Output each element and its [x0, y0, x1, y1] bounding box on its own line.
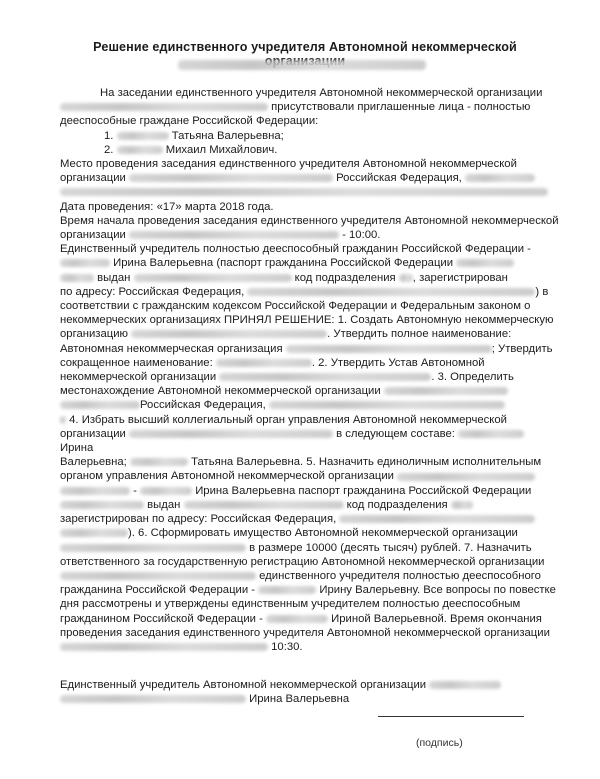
paragraph	[60, 370, 560, 384]
paragraph	[60, 583, 560, 597]
redacted-text	[60, 188, 548, 196]
redacted-text	[60, 643, 268, 651]
paragraph	[60, 541, 560, 555]
redacted-text	[399, 274, 413, 282]
signer-name: Ирина Валерьевна	[249, 693, 350, 706]
text-line: Ирина Валерьевна (паспорт гражданина Российской Федерации	[113, 257, 454, 270]
redacted-text	[184, 501, 344, 509]
text-line: выдан	[97, 271, 131, 284]
text-line: . 2. Утвердить Устав Автономной	[311, 356, 485, 369]
text-line: местонахождение Автономной некоммерческой организации	[60, 385, 381, 398]
paragraph	[60, 157, 560, 171]
paragraph	[60, 299, 560, 313]
redacted-text	[219, 373, 431, 381]
paragraph	[60, 512, 560, 526]
text-line: некоммерческих организациях ПРИНЯЛ РЕШЕНИЕ: 1. Создать Автономную некоммерческую	[60, 314, 554, 327]
text-line: код подразделения	[294, 271, 396, 284]
text-line: в размере 10000 (десять тысяч) рублей. 7. Назначить	[249, 541, 532, 554]
redacted-text	[134, 274, 292, 282]
text-line: Единственный учредитель полностью дееспособный гражданин Российской Федерации -	[60, 243, 531, 256]
text-line: Ирина Валерьевна паспорт гражданина Российской Федерации	[195, 484, 532, 497]
text-line: код подразделения	[346, 498, 448, 511]
redacted-text	[384, 387, 508, 395]
redacted-surname	[266, 615, 328, 623]
paragraph	[60, 242, 560, 256]
text-line: организацию	[60, 328, 128, 341]
signature-block	[60, 678, 560, 706]
paragraph	[60, 86, 560, 100]
redacted-text	[131, 330, 327, 338]
list-item	[60, 129, 560, 143]
redacted-text	[60, 401, 140, 409]
text-line: ответственного за государственную регистрацию Автономной некоммерческой организации	[60, 555, 545, 568]
paragraph	[60, 626, 560, 640]
paragraph	[60, 228, 560, 242]
text-line: в следующем составе:	[336, 427, 455, 440]
text-line: Место проведения заседания единственного учредителя Автономной некоммерческой	[60, 158, 517, 171]
redacted-text	[465, 174, 535, 182]
text-line: , зарегистрирован	[412, 271, 508, 284]
text-line: Валерьевна;	[60, 456, 127, 469]
signature-caption: (подпись)	[416, 737, 463, 749]
text-line: Российская Федерация,	[336, 172, 462, 185]
redacted-surname	[258, 586, 316, 594]
redacted-address	[339, 515, 535, 523]
paragraph	[60, 214, 560, 228]
paragraph	[60, 185, 560, 199]
text-line: дееспособные граждане Российской Федерации:	[60, 115, 319, 128]
redacted-text	[60, 416, 66, 424]
paragraph	[60, 455, 560, 469]
paragraph	[60, 427, 560, 455]
text-line: единственного учредителя полностью дееспособного	[259, 569, 541, 582]
paragraph	[60, 569, 560, 583]
text-line: . Утвердить полное наименование:	[327, 328, 512, 341]
text-line: гражданина Российской Федерации -	[60, 584, 256, 597]
redacted-surname	[117, 132, 169, 140]
redacted-text	[129, 430, 333, 438]
text-line: Ириной Валерьевной. Время окончания	[331, 612, 542, 625]
text-line: Российская Федерация,	[140, 399, 266, 412]
paragraph	[60, 498, 560, 512]
paragraph	[60, 640, 560, 654]
paragraph	[60, 398, 560, 412]
paragraph	[60, 469, 560, 483]
redacted-text	[60, 259, 110, 267]
paragraph	[60, 356, 560, 370]
redacted-surname	[458, 430, 524, 438]
paragraph	[60, 100, 560, 114]
redacted-text	[60, 103, 268, 111]
end-time: 10:30.	[271, 640, 303, 653]
redacted-surname	[140, 487, 192, 495]
redacted-text	[60, 695, 246, 703]
paragraph	[60, 171, 560, 185]
text-line: 4. Избрать высший коллегиальный орган управления Автономной некоммерческой	[69, 413, 507, 426]
redacted-text	[216, 359, 312, 367]
text-line: выдан	[147, 498, 181, 511]
text-line: дня рассмотрены и утверждены единственным учредителем полностью дееспособным	[60, 598, 521, 611]
list-item	[60, 143, 560, 157]
text-line: органом управления Автономной некоммерческой организации	[60, 470, 394, 483]
redacted-text	[60, 274, 94, 282]
person-name: Михаил Михайлович.	[165, 143, 278, 156]
redacted-text	[60, 544, 246, 552]
redacted-text	[60, 572, 256, 580]
document-title: Решение единственного учредителя Автономной некоммерческой	[93, 40, 517, 54]
redacted-address	[269, 401, 505, 409]
paragraph	[60, 327, 560, 341]
document-body	[60, 86, 560, 654]
paragraph	[60, 597, 560, 611]
text-line: зарегистрирован по адресу: Российская Федерация,	[60, 513, 337, 526]
redacted-text	[60, 487, 130, 495]
redacted-surname	[130, 458, 188, 466]
paragraph	[60, 313, 560, 327]
text-line: гражданином Российской Федерации -	[60, 612, 263, 625]
paragraph	[60, 612, 560, 626]
text-line: На заседании единственного учредителя Автономной некоммерческой организации	[100, 87, 543, 99]
redacted-text	[286, 345, 492, 353]
meeting-date: Дата проведения: «17» марта 2018 года.	[60, 200, 274, 213]
text-line: Татьяна Валерьевна. 5. Назначить единоличным исполнительным	[191, 456, 542, 469]
redacted-text	[397, 473, 535, 481]
text-line: Автономная некоммерческая организация	[60, 342, 283, 355]
redacted-surname	[117, 146, 163, 154]
paragraph	[60, 413, 560, 427]
text-line: Единственный учредитель Автономной некоммерческой организации	[60, 679, 427, 691]
paragraph	[60, 692, 560, 706]
redacted-address	[247, 288, 535, 296]
paragraph	[60, 114, 560, 128]
redacted-text	[429, 681, 501, 689]
paragraph	[60, 384, 560, 398]
list-number: 2.	[104, 143, 114, 156]
text-line: Ирина	[60, 442, 94, 455]
redacted-text	[60, 529, 128, 537]
text-line: организации	[60, 229, 126, 242]
signature-line	[378, 716, 524, 717]
text-line: Ирину Валерьевну. Все вопросы по повестке	[319, 584, 556, 597]
text-line: Время начала проведения заседания единственного учредителя Автономной некоммерческой	[60, 214, 559, 227]
text-line: присутствовали приглашенные лица - полностью	[271, 101, 531, 114]
text-line: ) в	[535, 285, 549, 298]
paragraph	[60, 526, 560, 540]
text-line: ; Утвердить	[491, 342, 553, 355]
text-line: организации	[60, 427, 126, 440]
text-line: сокращенное наименование:	[60, 356, 213, 369]
text-line: ). 6. Сформировать имущество Автономной некоммерческой организации	[128, 527, 518, 540]
text-line: соответствии с гражданским кодексом Российской Федерации и Федеральным законом о	[60, 300, 531, 313]
text-line: по адресу: Российская Федерация,	[60, 285, 245, 298]
start-time: - 10:00.	[342, 229, 381, 242]
text-line: проведения заседания единственного учредителя Автономной некоммерческой организации	[60, 626, 550, 639]
redacted-text	[129, 174, 333, 182]
redacted-text	[129, 231, 339, 239]
paragraph	[60, 678, 560, 692]
redacted-text	[60, 501, 144, 509]
paragraph	[60, 285, 560, 299]
paragraph	[60, 200, 560, 214]
text-line: некоммерческой организации	[60, 371, 217, 384]
paragraph	[60, 256, 560, 270]
redacted-text	[456, 259, 514, 267]
redacted-organization-name	[178, 60, 426, 70]
paragraph	[60, 342, 560, 356]
list-number: 1.	[104, 129, 114, 142]
paragraph	[60, 271, 560, 285]
person-name: Татьяна Валерьевна;	[171, 129, 284, 142]
text-line: организации	[60, 172, 126, 185]
redacted-text	[451, 501, 473, 509]
text-line: . 3. Определить	[431, 371, 514, 384]
paragraph	[60, 555, 560, 569]
paragraph: - Ирина Валерьевна паспорт гражданина Российской Федерации	[60, 484, 560, 498]
